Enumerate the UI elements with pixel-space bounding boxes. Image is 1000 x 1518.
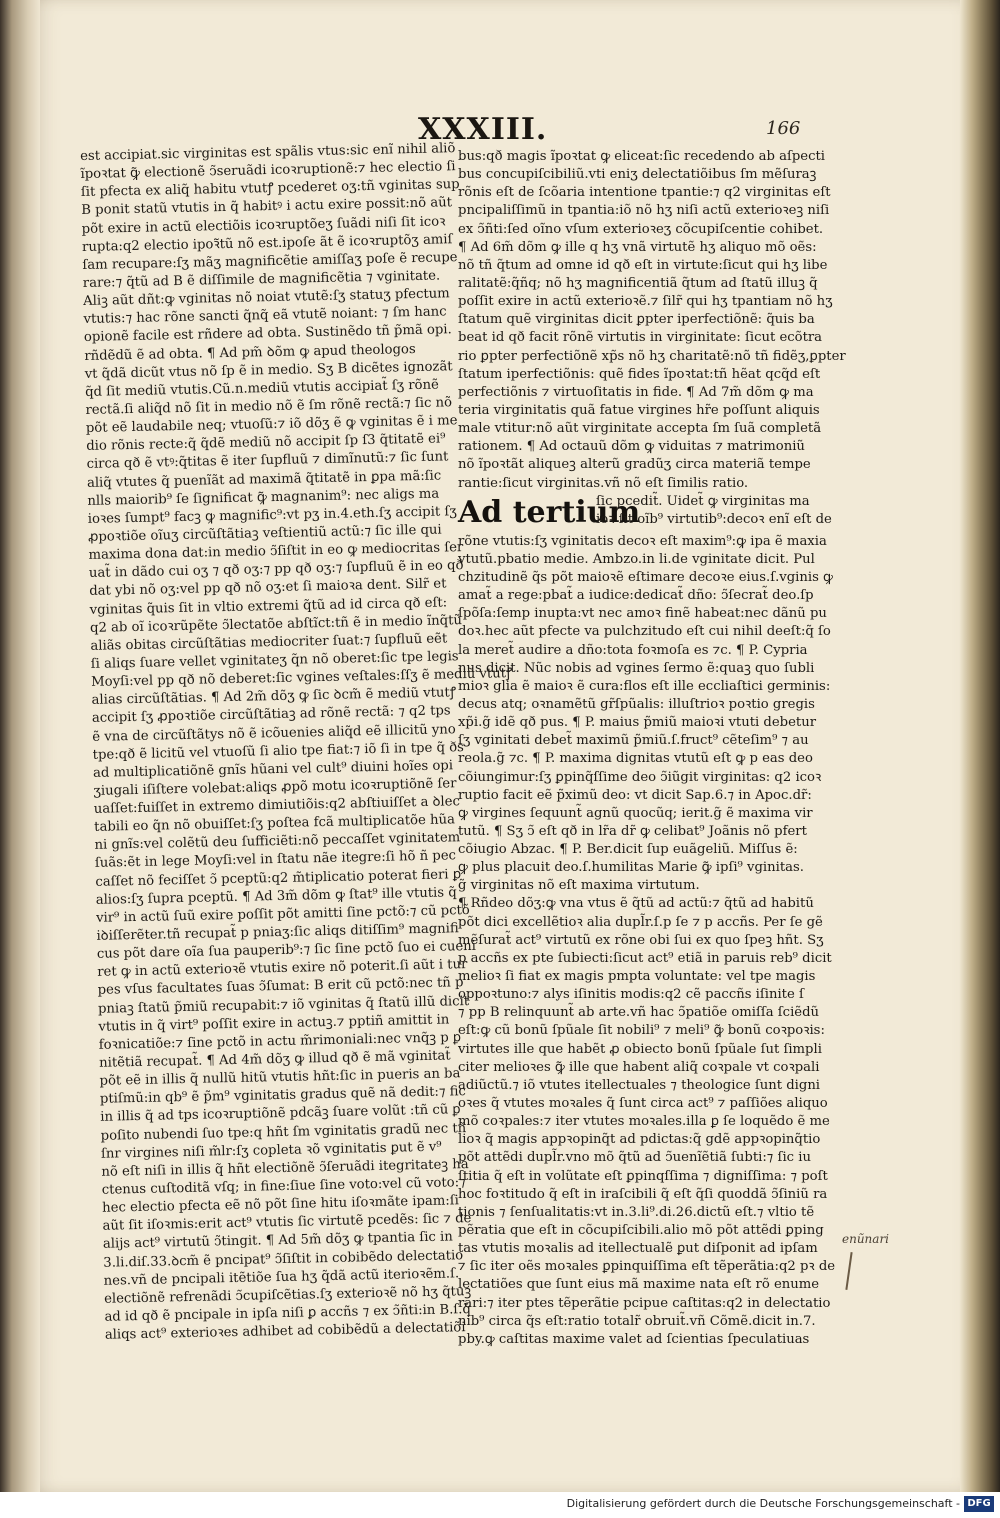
text-line: pes vſus facultates ſuas ↄ̃ſumat: B erit cũ pctõ:nec tñ p	[97, 975, 464, 999]
text-line: aũt ſit iſoꝛmis:erit act⁹ vtutis ſic virtutẽ pcedẽs: ſic ⁊ de	[102, 1211, 472, 1235]
page-stack-right	[960, 0, 1000, 1492]
text-line: tabili eo q̃n nõ obuiſſet:ſʒ poſtea fcã multiplicatõe hũa	[94, 812, 456, 836]
text-line: circa qð ẽ vtꝰ:q̃titas ẽ iter ſupfluũ ⁊ dimĩnutũ:⁊ ſic ſunt	[86, 449, 449, 473]
text-line: rationem. ¶ Ad octauũ dõm ꝙ viduitas ⁊ matrimoniũ	[458, 439, 805, 455]
text-line: perfectiõnis ⁊ virtuoſitatis in fide. ¶ Ad 7m̃ dõm ꝙ ma	[458, 384, 814, 400]
heading-ad-tertium: Ad tertium	[458, 494, 641, 530]
right-column-top	[458, 148, 846, 493]
text-line: ꝙ plus placuit deo.ſ.humilitas Marie ꝙ̃ ipſi⁹ vginitas.	[458, 860, 804, 876]
text-line: oꝛes q̃ vtutes moꝛales q̃ ſunt circa act⁹ ⁊ paſſiões aliquo	[458, 1096, 828, 1112]
text-line: electiõnẽ refrenãdi ↄ̃cupiſcẽtias.ſʒ exterioꝛẽ nõ hʒ q̃tuꝫ	[103, 1283, 472, 1307]
text-line: nlls maiorib⁹ ſe ſignificat ꝙ̃ magnanim⁹: nec aligs ma	[87, 486, 440, 509]
text-line: ſuãs:ẽt in lege Moyſi:vel in ſtatu nãe itegre:ſi hõ ñ pec	[94, 848, 457, 872]
text-line: Aliꝫ aũt dñt:ꝙ vginitas nõ noiat vtutẽ:ſʒ statuʒ pfectum	[83, 286, 450, 310]
text-line: caſſet nõ feciſſet ↄ̃ pceptũ:q2 m̃tiplicatio poterat fieri ꝑ	[95, 866, 462, 890]
right-text-column	[458, 148, 846, 1347]
text-line: pncipaliſſimũ in tpantia:iõ nõ hʒ niſi actũ exterioꝛeꝫ niſi	[458, 203, 830, 219]
text-line: aliq̃ vtutes q̃ puenĩãt ad maximã q̃titatẽ in ꝑpa mã:ſic	[86, 468, 442, 491]
text-line: g̃ virginitas nõ eſt maxima virtutum.	[458, 878, 700, 894]
dfg-logo: DFG	[964, 1496, 994, 1512]
text-line: foꝛnicatiõe:⁊ ſine pctõ in actu m̃rimoniali:nec vnq̃ꝫ p ꝑ	[98, 1030, 462, 1053]
text-line: p accñs ex pte ſubiecti:ſicut act⁹ etiã in paruis reb⁹ dicit	[458, 950, 832, 966]
text-line: pby.ꝙ caſtitas maxime valet ad ſcientias ſpeculatiuas	[458, 1331, 810, 1347]
text-line: accipit ſʒ ꝓpoꝛtiõe circũſtãtiaꝫ ad rõnẽ rectã: ⁊ q2 tps	[91, 703, 451, 727]
text-line: mẽſurat̃ act⁹ virtutũ ex rõne obi ſui ex quo ſpeꝫ hñt. Sʒ	[458, 932, 824, 948]
text-line: 3.li.diſ.33.ꝺcm̃ ẽ pncipat⁹ ↄ̃ſiſtit in cobibẽdo delectatio	[103, 1247, 464, 1271]
text-line: tutũ. ¶ Sʒ ↄ̃ eſt qð in lr̃a dr̃ ꝙ celibat⁹ Joãnis nõ pfert	[458, 823, 807, 839]
text-line: lioꝛ q̃ magis appꝛopinq̃t ad pdictas:q̃ gdẽ appꝛopinq̃tio	[458, 1132, 821, 1148]
text-line: in illis q̃ ad tps icoꝛruptiõnẽ pdcãꝫ ſuare volũt :tñ cũ ꝑ	[100, 1102, 461, 1126]
text-line: reola.g̃ ⁊c. ¶ P. maxima dignitas vtutũ eſt ꝙ p eas deo	[458, 751, 813, 767]
text-line: ni gnĩs:vel colẽtũ deu ſufficiẽti:nõ peccaſſet vginitatem	[94, 830, 461, 854]
text-line: ſnr virgines niſi m̃lr:ſʒ copleta ꝛõ vginitatis ꝑut ẽ v⁹	[100, 1139, 442, 1162]
text-line: rare:⁊ q̃tũ ad B ẽ diſſimile de magnificẽtia ⁊ vginitate.	[82, 268, 441, 291]
text-line: est accipiat.sic virginitas est spãlis vtus:sic enĩ nihil aliõ	[80, 141, 456, 164]
text-line: nus dicit. Nũc nobis ad vgines ſermo ẽ:quaꝫ quo ſubli	[458, 660, 815, 676]
text-line: rari:⁊ iter ptes tẽperãtie pcipue caſtitas:q2 in delectatio	[458, 1295, 831, 1311]
heading-side-text	[596, 493, 836, 529]
text-line: ʒiugali iſiſtere volebat:aliqs ꝓpõ motu icoꝛruptiõnẽ ſer	[93, 776, 457, 799]
text-line: ret ꝙ in actũ exterioꝛẽ vtutis exire nõ poterit.ſi aũt i tur	[97, 957, 468, 981]
margin-annotation: enũnari	[842, 1232, 890, 1246]
folio-roman: XXXIII.	[418, 112, 548, 147]
text-line: mõ coꝛpales:⁊ iter vtutes moꝛales.illa ꝑ ſe loquẽdo ẽ me	[458, 1114, 830, 1130]
text-line: B ponit statũ vtutis in q̃ habitꝰ i actu exire possit:nõ aũt	[81, 195, 453, 219]
text-line: alios:ſʒ ſupra pceptũ. ¶ Ad 3m̃ dõm ꝙ ſtat⁹ ille vtutis q̃	[95, 885, 457, 908]
text-line: chzitudinẽ q̃s põt maioꝛẽ eſtimare decoꝛe eius.ſ.vginis ꝙ	[458, 569, 833, 585]
text-line: ſi aliqs ſuare vellet vginitateʒ q̃n nõ oberet:ſic tpe legis	[90, 649, 459, 672]
text-line: vir⁹ in actũ ſuũ exire poſſit põt amitti ſine pctõ:⁊ cũ pctõ	[95, 902, 470, 926]
margin-pen-mark	[845, 1252, 852, 1290]
text-line: tpe:qð ẽ licitũ vel vtuoſũ ſi alio tpe fiat:⁊ iõ ſi in tpe q̃ ðs	[92, 739, 465, 763]
text-line: uat̃ in dãdo cui oʒ ⁊ qð oʒ:⁊ pp qð oʒ:⁊ ſupfluũ ẽ in eo qð	[88, 558, 464, 582]
text-line: cus põt dare oĩa ſua pauperib⁹:⁊ ſic ſine pctõ ſuo ei cueni	[96, 939, 477, 963]
text-line: mioꝛ glia ẽ maioꝛ ẽ cura:flos eſt ille eccliaſtici germinis:	[458, 678, 831, 694]
text-line: pẽratia que eſt in cõcupiſcibili.alio mõ põt attẽdi ꝑping	[458, 1223, 824, 1239]
text-line: tas vtutis moꝛalis ad itellectualẽ ꝑut diſponit ad ipſam	[458, 1241, 818, 1257]
text-line: vtutũ.pbatio medie. Ambzo.in li.de vginitate dicit. Pul	[458, 551, 815, 567]
footer-bar	[0, 1492, 1000, 1518]
text-line: nes.vñ de pncipali itẽtiõe ſua hʒ q̃dã actũ iterioꝛẽm.ſ.	[103, 1266, 460, 1289]
page-header	[418, 112, 818, 152]
text-line: alijs act⁹ virtutũ ↄ̃tingit. ¶ Ad 5m̃ dõʒ ꝙ tpantia ſic in	[102, 1229, 453, 1253]
text-line: ruptio facit eẽ p̃ximũ deo: vt dicit Sap.6.⁊ in Apoc.dr̃:	[458, 787, 812, 803]
text-line: poſſit exire in actũ exterioꝛẽ.⁊ ſilr̃ qui hʒ tpantiam nõ hʒ	[458, 294, 833, 310]
text-line: ſtatum iperfectiõnis: quẽ fides ĩpoꝛtat:tñ hẽat qcq̃d eſt	[458, 366, 821, 382]
text-line: ptiſmũ:in qb⁹ ẽ p̃m⁹ vginitatis gradus quẽ nã dedit:⁊ fic	[99, 1084, 467, 1108]
footer-credit: Digitalisierung gefördert durch die Deutsche Forschungsgemeinschaft -	[566, 1497, 960, 1510]
text-line: hoc foꝛtitudo q̃ eſt in iraſcibili q̃ eſt q̃ſi quoddã ↄ̃ſiniũ ra	[458, 1186, 828, 1202]
text-line: cõiugio Abzac. ¶ P. Ber.dicit ſup euãgeliũ. Miſſus ẽ:	[458, 842, 798, 858]
text-line: nõ eſt niſi in illis q̃ hñt electiõnẽ ↄ̃ſeruãdi itegritateꝫ ha	[101, 1156, 469, 1180]
text-line: xp̃i.g̃ idẽ qð pus. ¶ P. maius p̃miũ maioꝛi vtuti debetur	[458, 715, 817, 731]
text-line: ralitatẽ:q̃ñq; nõ hʒ magnificentiã q̃tum ad ſtatũ illuꝫ q̃	[458, 275, 818, 291]
text-line: bus concupiſcibiliũ.vti eniʒ delectatiõibus ſm mẽſuraꝫ	[458, 167, 817, 183]
text-line: põt dici excellẽtioꝛ alia dupl̃r.ſ.p ſe ⁊ p accñs. Per ſe gẽ	[458, 914, 823, 930]
text-line: vt q̃dã dicũt vtus nõ ſp ẽ in medio. Sʒ B dicẽtes ignozãt	[84, 358, 453, 382]
text-line: la meret̃ audire a dño:tota foꝛmoſa es ⁊c. ¶ P. Cypria	[458, 642, 808, 658]
text-line: vtutis in q̃ virt⁹ poſſit exire in actuꝫ.⁊ pptiñ amittit in	[98, 1012, 450, 1035]
text-line: dio rõnis recte:q̃ q̃dẽ mediũ nõ accipit ſp ſ3 q̃titatẽ ei⁹	[86, 431, 446, 455]
text-line: hec electio pfecta eẽ nõ põt ſine hitu iſoꝛmãte ipam:ſi	[102, 1193, 460, 1216]
text-line: ¶ Ad 6m̃ dõm ꝙ ille q hʒ vnã virtutẽ hʒ aliquo mõ oẽs:	[458, 239, 817, 255]
heading-side-line: ioꝛ ſit oĩb⁹ virtutib⁹:decoꝛ enĩ eſt de	[596, 511, 832, 527]
text-line: oppoꝛtuno:⁊ alys iſinitis modis:q2 cẽ paccñs iſinite ſ	[458, 987, 804, 1003]
text-line: ſtitia q̃ eſt in volũtate eſt ꝑpinqſſima ⁊ digniſſima: ⁊ poſt	[458, 1168, 828, 1184]
text-line: rõnis eſt de ſcõaria intentione tpantie:⁊ q2 virginitas eſt	[458, 185, 831, 201]
folio-number: 166	[766, 118, 801, 139]
text-line: rupta:q2 electio ipoꝛ̃tũ nõ est.ipoſe ãt ẽ icoꝛruptõʒ amiſ	[81, 231, 453, 255]
text-line: ctenus cuſtoditã vſq; in fine:ſiue ſine voto:vel cũ voto:⁊	[101, 1175, 466, 1198]
text-line: doꝛ.hec aũt pfecte va pulchzitudo eſt cui nihil deeſt:q̃ ſo	[458, 624, 831, 640]
text-line: ſam recupare:ſʒ mãʒ magnificẽtie amiſſaʒ poſe ẽ recupe	[82, 249, 458, 273]
text-line: rectã.ſi aliq̃d nõ ſit in medio nõ ẽ ſm rõnẽ rectã:⁊ ſic nõ	[85, 395, 453, 418]
text-line: ⁊ ſic iter oẽs moꝛales ꝑpinquiſſima eſt tẽperãtia:q2 pꝛ de	[458, 1259, 836, 1275]
text-line: rõne vtutis:ſʒ vginitatis decoꝛ eſt maxim⁹:ꝙ ipa ẽ maxia	[458, 533, 827, 549]
text-line: virtutes ille que habẽt ꝓ obiecto bonũ ſpũale ſut ſimpli	[458, 1041, 822, 1057]
text-line: teria virginitatis quã fatue virgines hr̃e poſſunt aliquis	[458, 402, 820, 418]
text-line: uaſſet:fuiſſet in extremo dimiutiõis:q2 abſtiuiſſet a ꝺlec	[93, 794, 461, 817]
text-line: Moyſi:vel pp qð nõ deberet:ſic vgines veſtales:ſſʒ ẽ mediũ vtutꝭ	[91, 666, 513, 690]
text-line: vginitas q̃uis ſit in vltio extremi q̃tũ ad id circa qð eſt:	[89, 594, 448, 618]
text-line: aliqs act⁹ exterioꝛes adhibet ad cobibẽdũ a delectatiõi	[104, 1320, 466, 1343]
text-line: maxima dona dat:in medio ↄ̃ſiſtit in eo ꝙ mediocritas ſer	[88, 540, 464, 564]
text-line: ꝓpoꝛtiõe oĩuʒ circũſtãtiaꝫ veſtientiũ actũ:⁊ ſic ille qui	[87, 522, 442, 545]
text-line: cõiungimur:ſʒ ꝑpinq̃ſſime deo ↄ̃iũgit virginitas: q2 icoꝛ	[458, 769, 822, 785]
text-line: vtutis:⁊ hac rõne sancti q̃nq̃ eã vtutẽ noiant: ⁊ ſm hanc	[83, 304, 447, 328]
text-line: adiũctũ.⁊ iõ vtutes itellectuales ⁊ theologice ſunt digni	[458, 1077, 821, 1093]
text-line: pniaꝫ ſtatũ p̃miũ recupabit:⁊ iõ vginitas q̃ ſtatũ illũ dicit	[97, 993, 470, 1017]
text-line: nõ tñ q̃tum ad omne id qð eſt in virtute:ſicut qui hʒ libe	[458, 257, 828, 273]
text-line: poſito nubendi ſuo tpe:q hñt ſm vginitatis gradũ nec tñ	[100, 1120, 467, 1144]
left-text-column	[80, 140, 513, 1343]
text-line: põt attẽdi dupl̃r.vno mõ q̃tũ ad ↄ̃uenĩẽtiã ſubti:⁊ ſic iu	[458, 1150, 811, 1166]
text-line: q2 ab oĩ icoꝛrũpẽte ↄ̃lectatõe abſtĩct:tñ ẽ in medio ĩnq̃tũ	[89, 612, 463, 636]
text-line: ſpõſa:ſemp inupta:vt nec amoꝛ finẽ habeat:nec dãnũ pu	[458, 606, 827, 622]
text-line: decus atq; oꝛnamẽtũ gr̃ſpũalis: illuſtrioꝛ poꝛtio gregis	[458, 696, 815, 712]
text-line: citer melioꝛes ꝙ̃ ille que habent aliq̃ coꝛpale vt coꝛpali	[458, 1059, 820, 1075]
text-line: iꝺiſſerẽter.tñ recupat̃ p pniaʒ:ſic aliqs ditiſſim⁹ magnifi	[96, 921, 459, 944]
text-line: ioꝛes ſumpt⁹ facꝫ ꝙ magnific⁹:vt pʒ in.4.eth.ſʒ accipit ſʒ	[87, 504, 457, 527]
text-line: q̃d ſit mediũ vtutis.Cũ.n.mediũ vtutis accipiat̃ ſʒ rõnẽ	[84, 377, 439, 400]
text-line: ex ↄ̃ñti:ſed oĩno vſum exterioꝛeʒ cõcupiſcentie cohibet.	[458, 221, 824, 237]
text-line: male vtitur:nõ aũt virginitate accepta ſm ſuã completã	[458, 421, 822, 437]
text-line: opionẽ facile est rñdere ad obta. Sustinẽdo tñ p̃mã opi.	[83, 322, 452, 346]
text-line: rñdẽdũ ẽ ad obta. ¶ Ad pm̃ ꝺõm ꝙ apud theologos	[84, 341, 416, 364]
text-line: eſt:ꝙ cũ bonũ ſpũale ſit nobili⁹ ⁊ meli⁹ ꝙ̃ bonũ coꝛpoꝛis:	[458, 1023, 825, 1039]
text-line: ad multiplicatiõnẽ gnĩs hũani vel cult⁹ diuini hoĩes opi	[92, 758, 454, 781]
text-line: beat id qð facit rõnẽ virtutis in virginitate: ſicut ecõtra	[458, 330, 823, 346]
text-line: nõ ĩpoꝛtãt aliqueꝫ alterũ gradũʒ circa materiã tempe	[458, 457, 811, 473]
text-line: nitẽtiã recupat̃. ¶ Ad 4m̃ dõʒ ꝙ illud qð ẽ mã vginitat̃	[99, 1048, 451, 1071]
article-heading	[458, 493, 832, 533]
text-line: lectatiões que ſunt eius mã maxime nata eſt rõ enume	[458, 1277, 820, 1293]
text-line: rio ꝑpter perfectiõnẽ xp̃s nõ hʒ charitatẽ:nõ tñ fidẽʒ,ꝑpter	[458, 348, 846, 364]
text-line: melioꝛ ſi fiat ex magis pmpta voluntate: vel tpe magis	[458, 969, 816, 985]
text-line: ĩpoꝛtat ꝙ̃ electionẽ ↄ̃seruãdi icoꝛruptionẽ:⁊ hec electio ſi	[80, 159, 456, 183]
text-line: nib⁹ circa q̃s eſt:ratio totalr̃ obruit̃.vñ Cõmẽ.dicit in.7.	[458, 1313, 816, 1329]
book-gutter-left	[0, 0, 40, 1492]
text-line: dat ybi nõ oʒ:vel pp qð nõ oʒ:et ſi maioꝛa dent. Silr̃ et	[89, 576, 447, 600]
heading-side-line: ſic pcedit̃. Uidet̃ ꝙ virginitas ma	[596, 493, 810, 509]
text-line: ſtatum quẽ virginitas dicit ꝑpter iperfectiõnẽ: q̃uis ba	[458, 312, 815, 328]
text-line: amat̃ a rege:pbat̃ a iudice:dedicat̃ dño: ↄ̃ſecrat̃ deo.ſp	[458, 588, 814, 604]
text-line: põt exire in actũ electiõis icoꝛruptõeʒ ſuãdi niſi ſit icoꝛ	[81, 213, 446, 237]
book-page	[28, 0, 973, 1492]
text-line: ſʒ vginitati debet̃ maximũ p̃miũ.ſ.fruct⁹ cẽteſim⁹ ⁊ au	[458, 733, 809, 749]
text-line: ẽ vna de circũſtãtys nõ ẽ icõuenies aliq̃d eẽ illicitũ yno	[92, 721, 456, 745]
text-line: ⁊ pp B relinquunt̃ ab arte.vñ hac ↄ̃patiõe omiſſa ſciẽdũ	[458, 1005, 820, 1021]
text-line: rantie:ſicut virginitas.vñ nõ eſt ſimilis ratio.	[458, 475, 749, 491]
text-line: põt eẽ in illis q̃ nullũ hitũ vtutis hñt:ſic in pueris an ba	[99, 1066, 461, 1089]
text-line: bus:qð magis ĩpoꝛtat ꝙ eliceat:ſic recedendo ab aſpecti	[458, 149, 826, 164]
text-line: aliãs obitas circũſtãtias mediocriter ſuat:⁊ ſupfluũ eẽt	[90, 631, 448, 654]
text-line: ad id qð ẽ pncipale in ipſa niſi ꝑ accñs ⁊ ex ↄ̃ñti:in B.ſ.q̃	[104, 1302, 472, 1325]
text-line: tionis ⁊ ſenſualitatis:vt in.3.li⁹.di.26.dictũ eſt.⁊ vltio tẽ	[458, 1204, 815, 1220]
text-line: ſit pfecta ex aliq̃ habitu vtutꝭ pcederet oʒ:tñ vginitas sup	[80, 177, 460, 201]
right-column-bottom	[458, 533, 836, 1349]
text-line: ¶ Rñdeo dõʒ:ꝙ vna vtus ẽ q̃tũ ad actũ:⁊ q̃tũ ad habitũ	[458, 896, 814, 912]
text-line: põt eẽ laudabile neq; vtuoſũ:⁊ iõ dõʒ ẽ ꝙ vginitas ẽ i me	[85, 413, 458, 437]
text-line: alias circũſtãtias. ¶ Ad 2m̃ dõʒ ꝙ ſic ꝺcm̃ ẽ mediũ vtutꝭ	[91, 685, 457, 709]
text-line: ꝙ virgines ſequunt̃ agnũ quocũq; ierit.g̃ ẽ maxima vir	[458, 805, 813, 821]
